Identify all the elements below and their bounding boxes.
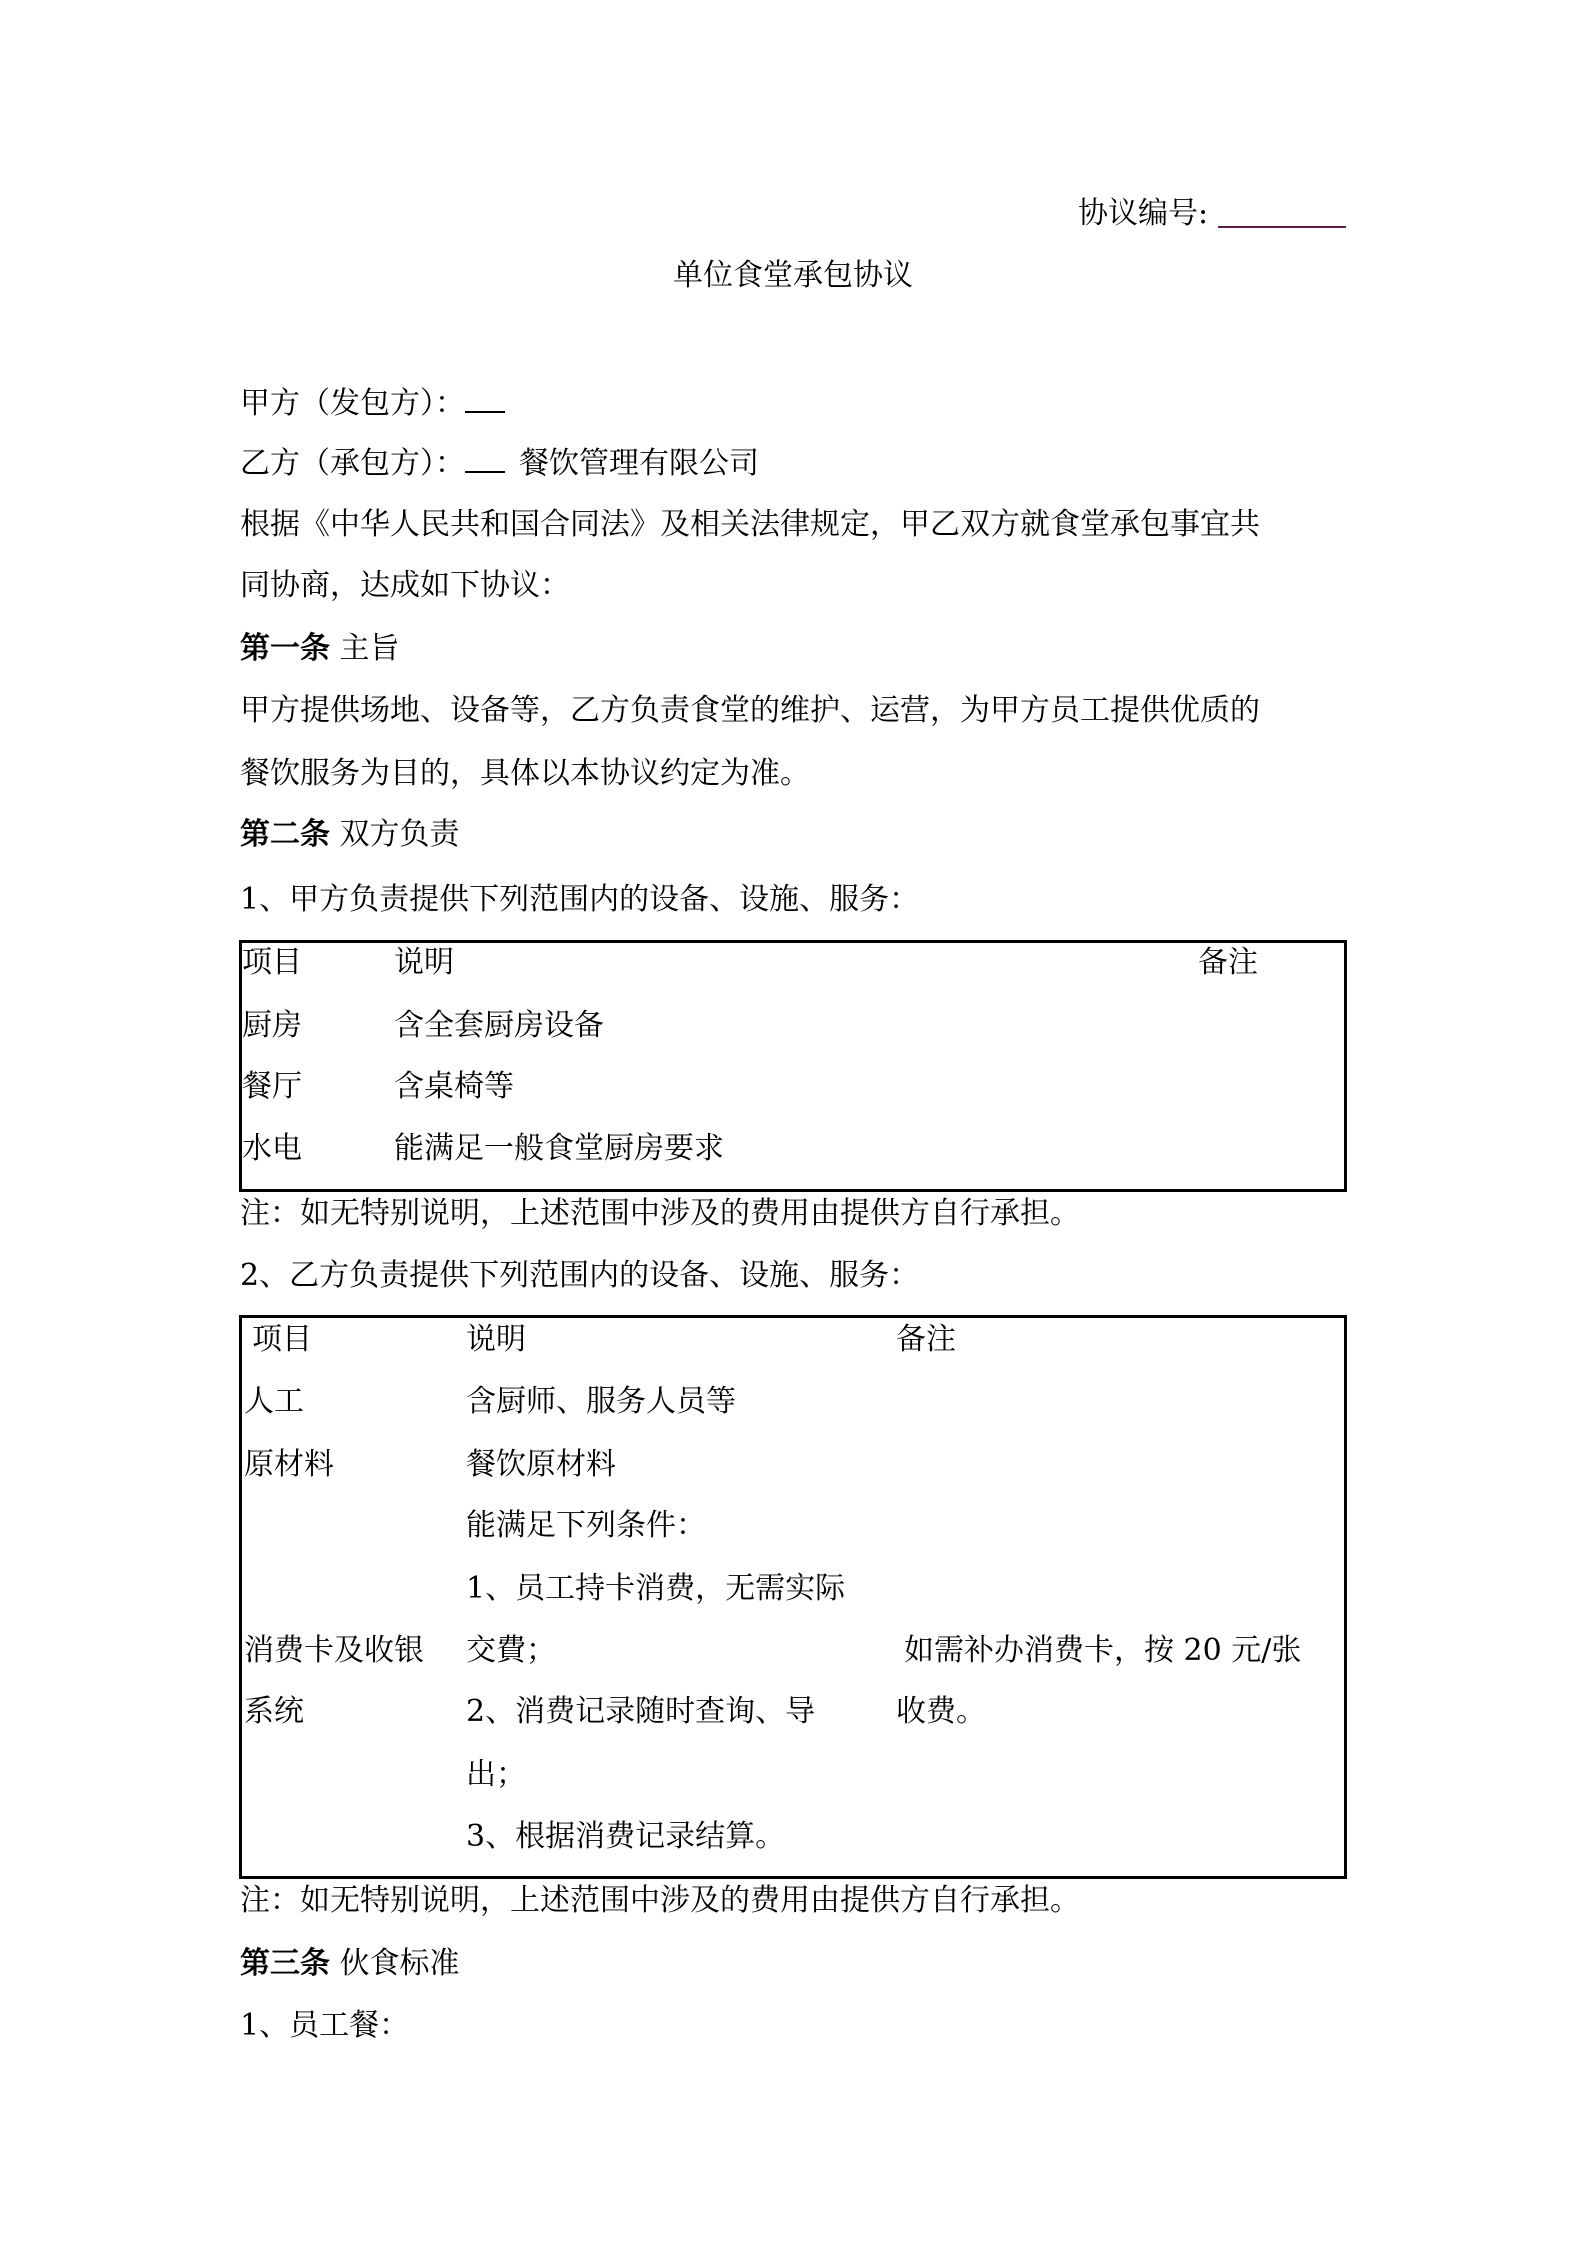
article-1-title: 主旨 (339, 631, 400, 666)
table1-header-remark: 备注 (1198, 945, 1258, 980)
card-row-remark-line: 如需补办消费卡，按 20 元/张 (904, 1633, 1302, 1668)
article-3-heading (240, 1948, 460, 1980)
article-2-item-1: 1、甲方负责提供下列范围内的设备、设施、服务： (240, 882, 920, 917)
article-2-title: 双方负责 (339, 817, 460, 852)
party-a-line (240, 387, 519, 419)
table1-row-item: 厨房 (242, 1008, 302, 1043)
article-2-number: 第二条 (240, 817, 330, 852)
table1-row-item: 餐厅 (242, 1069, 302, 1104)
table1-note: 注：如无特别说明，上述范围中涉及的费用由提供方自行承担。 (240, 1196, 1080, 1231)
table2-row-desc: 餐饮原材料 (466, 1447, 616, 1482)
table2-header-remark: 备注 (896, 1322, 956, 1357)
party-a-blank (465, 387, 505, 413)
table1-header-desc: 说明 (394, 945, 454, 980)
table1-row-desc: 能满足一般食堂厨房要求 (394, 1131, 724, 1166)
intro-line-2: 同协商，达成如下协议： (240, 568, 570, 603)
card-row-desc-line: 交費； (466, 1633, 556, 1668)
card-row-desc-line: 出； (466, 1757, 526, 1792)
article-3-item-1: 1、员工餐： (240, 2008, 410, 2043)
document-title: 单位食堂承包协议 (673, 258, 913, 293)
agreement-number-blank (1218, 226, 1346, 228)
party-b-label: 乙方（承包方）： (240, 446, 465, 481)
table2-note: 注：如无特别说明，上述范围中涉及的费用由提供方自行承担。 (240, 1883, 1080, 1918)
table1-row-desc: 含全套厨房设备 (394, 1008, 604, 1043)
table1-header-item: 项目 (242, 945, 302, 980)
card-row-item-line: 消费卡及收银 (244, 1633, 424, 1668)
article-2-heading (240, 819, 460, 851)
table1-row-desc: 含桌椅等 (394, 1069, 514, 1104)
article-3-title: 伙食标准 (339, 1946, 460, 1981)
party-b-company: 餐饮管理有限公司 (519, 446, 759, 481)
table2-row-desc: 含厨师、服务人员等 (466, 1384, 736, 1419)
intro-line-1: 根据《中华人民共和国合同法》及相关法律规定，甲乙双方就食堂承包事宜共 (240, 507, 1260, 542)
table2-header-item: 项目 (252, 1322, 312, 1357)
article-1-heading (240, 633, 400, 665)
card-row-remark-line: 收费。 (896, 1694, 986, 1729)
article-2-item-2: 2、乙方负责提供下列范围内的设备、设施、服务： (240, 1258, 920, 1293)
table1-row-item: 水电 (242, 1131, 302, 1166)
card-row-item-line: 系统 (244, 1694, 304, 1729)
table2-row-item: 人工 (244, 1384, 304, 1419)
party-b-blank (465, 447, 505, 473)
article-3-number: 第三条 (240, 1946, 330, 1981)
article-1-number: 第一条 (240, 631, 330, 666)
article-1-line-2: 餐饮服务为目的，具体以本协议约定为准。 (240, 756, 810, 791)
card-row-desc-line: 2、消费记录随时查询、导 (466, 1694, 816, 1729)
article-1-line-1: 甲方提供场地、设备等，乙方负责食堂的维护、运营，为甲方员工提供优质的 (240, 693, 1260, 728)
table2-header-desc: 说明 (466, 1322, 526, 1357)
card-row-desc-line: 1、员工持卡消费，无需实际 (466, 1571, 846, 1606)
table2-row-item: 原材料 (244, 1447, 334, 1482)
agreement-number-label: 协议编号: (1078, 196, 1209, 231)
card-row-desc-line: 能满足下列条件： (466, 1508, 706, 1543)
party-b-line (240, 447, 759, 479)
party-a-label: 甲方（发包方）： (240, 386, 465, 421)
card-row-desc-line: 3、根据消费记录结算。 (466, 1819, 786, 1854)
